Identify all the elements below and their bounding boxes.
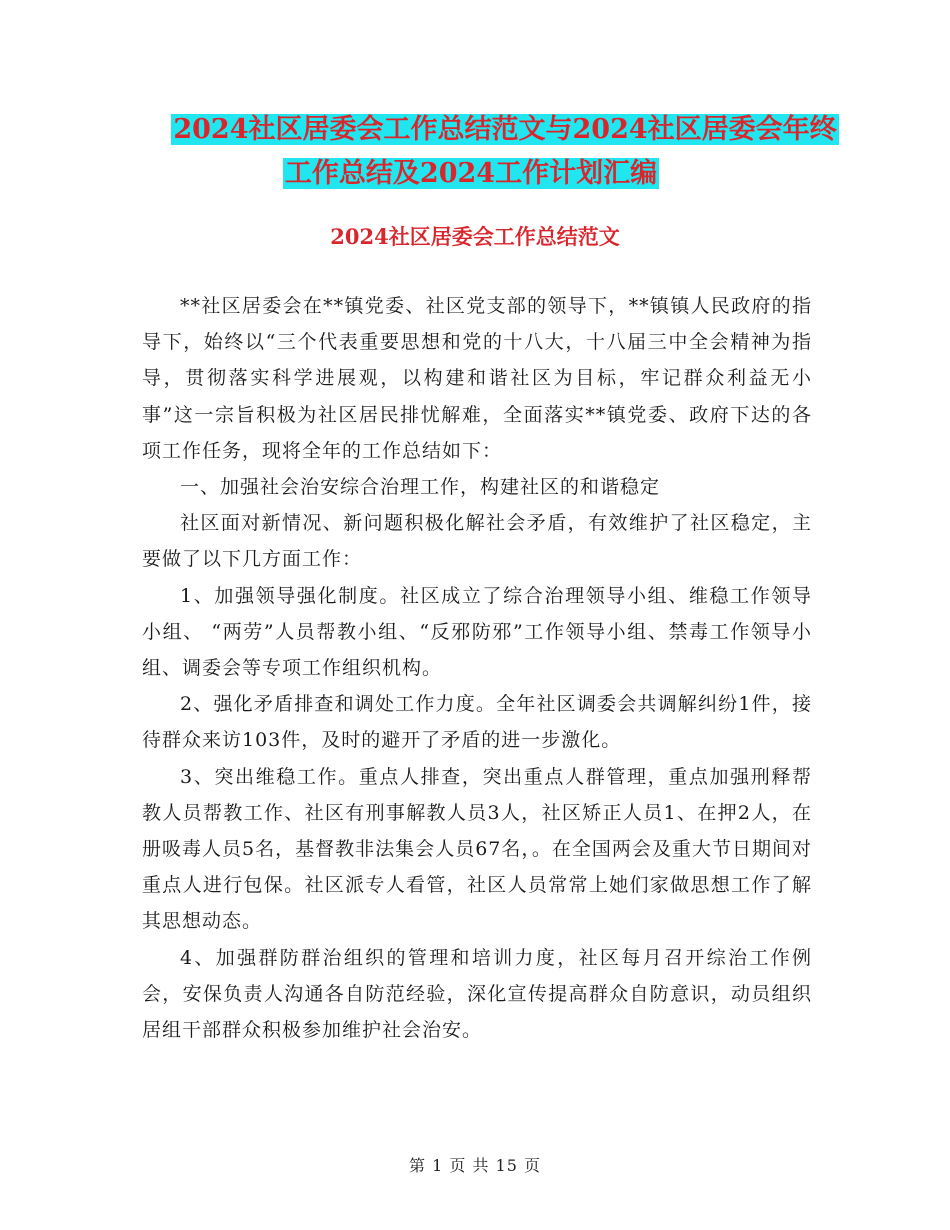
paragraph: 社区面对新情况、新问题积极化解社会矛盾，有效维护了社区稳定，主要做了以下几方面工作： [142,512,812,571]
document-body [142,288,812,1048]
paragraph: **社区居委会在**镇党委、社区党支部的领导下，**镇镇人民政府的指导下，始终以“三个代表重要思想和党的十八大，十八届三中全会精神为指导，贯彻落实科学进展观，以构建和谐社区为目标，牢记群众利益无小事”这一宗旨积极为社区居民排忧解难，全面落实**镇党委、政府下达的各项工作任务，现将全年的工作总结如下： [142,295,812,462]
document-title-line-1 [30,108,950,152]
paragraph: 一、加强社会治安综合治理工作，构建社区的和谐稳定 [180,476,661,499]
title-highlight: 工作总结及2024工作计划汇编 [284,158,658,189]
page-footer: 第 1 页 共 15 页 [409,1156,541,1175]
title-highlight: 2024社区居委会工作总结范文与2024社区居委会年终 [173,114,837,145]
paragraph: 3、突出维稳工作。重点人排查，突出重点人群管理，重点加强刑释帮教人员帮教工作、社区有刑事解教人员3人，社区矫正人员1、在押2人，在册吸毒人员5名，基督教非法集会人员67名，。在全国两会及重大节日期间对重点人进行包保。社区派专人看管，社区人员常常上她们家做思想工作了解其思想动态。 [142,765,812,933]
section-heading: 2024社区居委会工作总结范文 [330,224,620,249]
paragraph: 1、加强领导强化制度。社区成立了综合治理领导小组、维稳工作领导小组、 “两劳”人员帮教小组、“反邪防邪”工作领导小组、禁毒工作领导小组、调委会等专项工作组织机构。 [142,584,812,680]
paragraph: 4、加强群防群治组织的管理和培训力度，社区每月召开综治工作例会，安保负责人沟通各自防范经验，深化宣传提高群众自防意识，动员组织居组干部群众积极参加维护社会治安。 [142,946,812,1042]
paragraph: 2、强化矛盾排查和调处工作力度。全年社区调委会共调解纠纷1件，接待群众来访103件，及时的避开了矛盾的进一步激化。 [142,693,812,752]
document-title-line-2 [0,152,946,196]
